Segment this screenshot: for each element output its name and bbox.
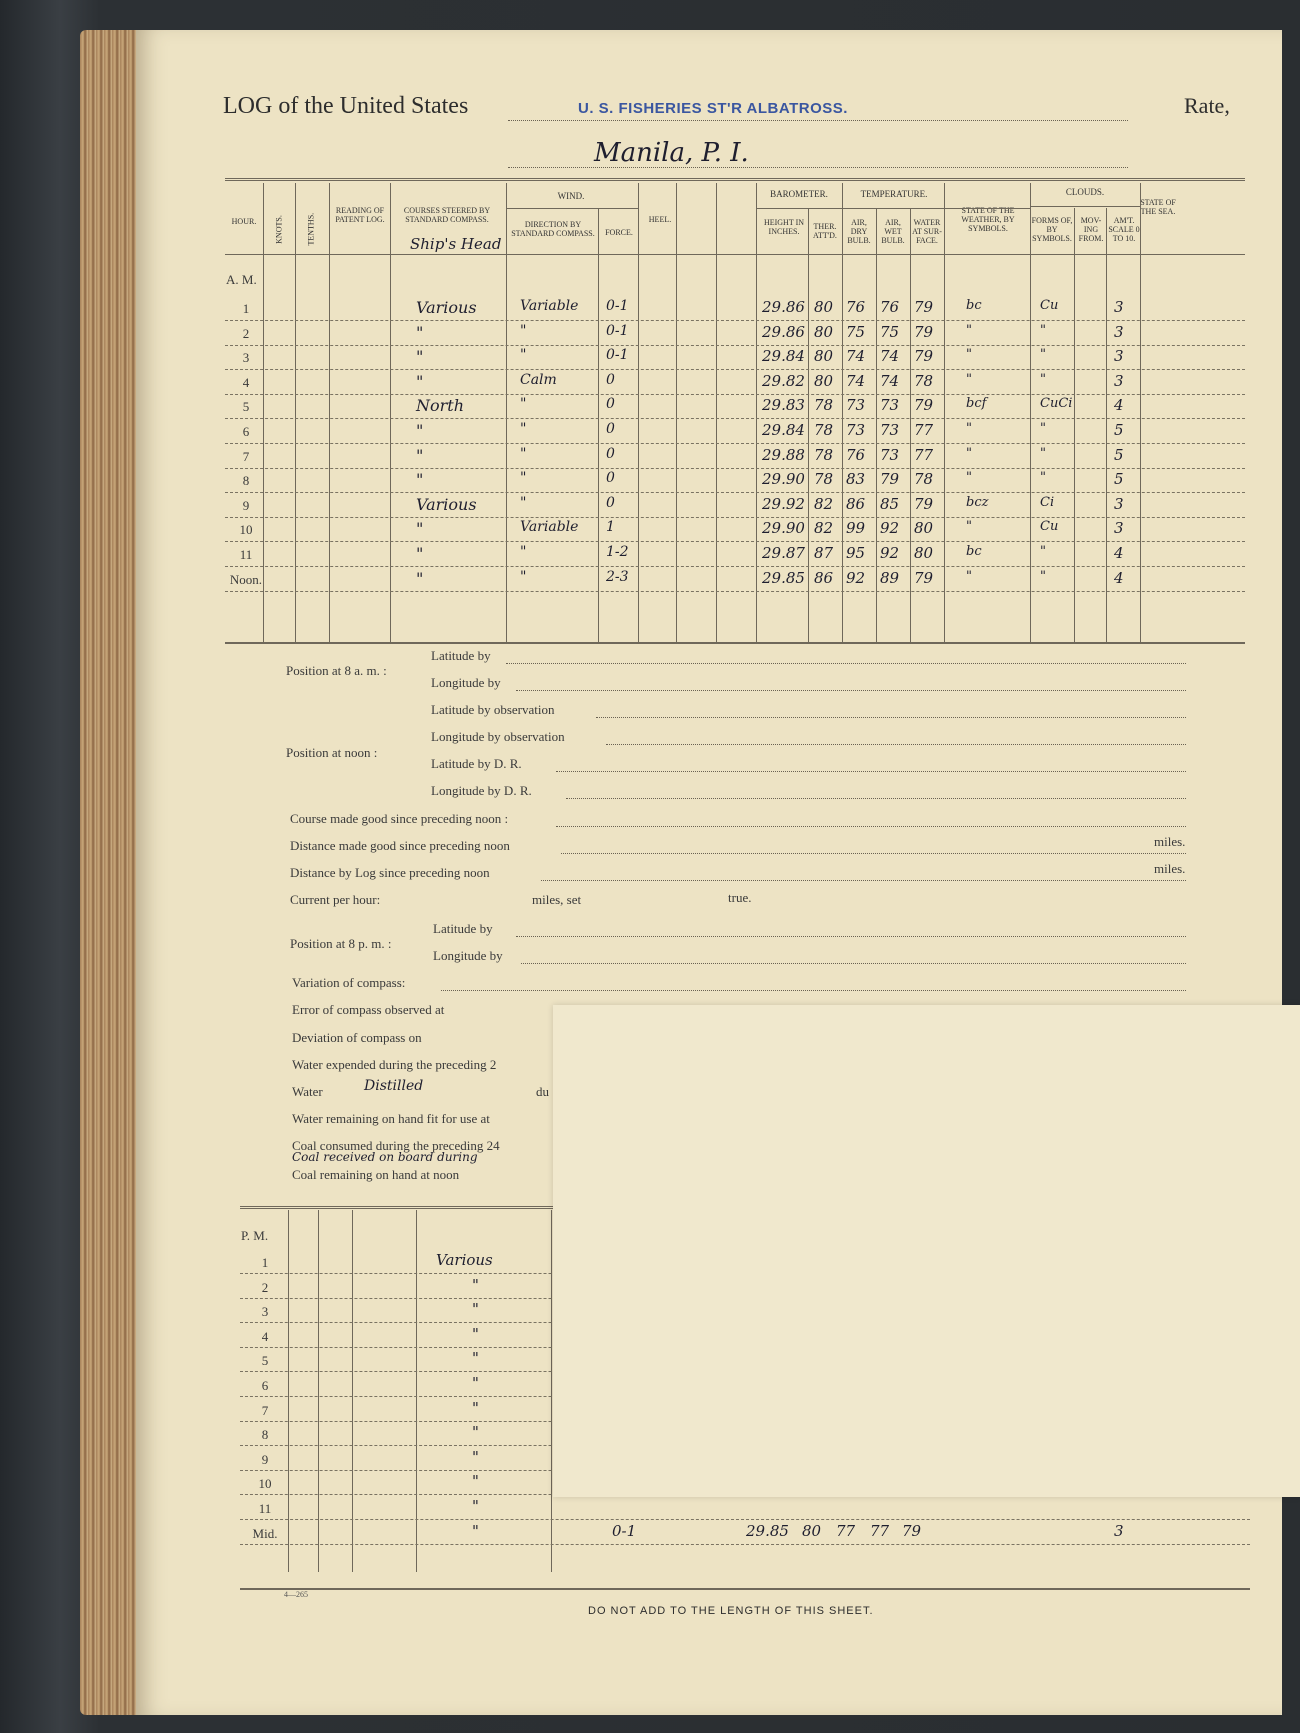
lat-obs-label: Latitude by observation	[431, 702, 555, 717]
am-cell-amt: 5	[1114, 470, 1124, 489]
col-rule	[1074, 208, 1075, 643]
am-cell-course: Various	[416, 494, 477, 514]
am-row-rule	[225, 517, 1245, 518]
am-cell-weather: bc	[966, 298, 982, 313]
wind-direction-header: DIRECTION BY STANDARD COMPASS.	[511, 220, 595, 238]
am-cell-dry: 95	[846, 544, 866, 562]
col-rule	[352, 1210, 353, 1572]
am-cell-weather: "	[966, 322, 972, 338]
pm-cell-hour: 7	[261, 1402, 269, 1418]
am-cell-course: North	[416, 396, 465, 416]
am-cell-hour: 8	[242, 473, 250, 489]
cloud-forms-header: FORMS OF, BY SYMBOLS.	[1031, 216, 1073, 243]
am-cell-dry: 76	[846, 445, 866, 464]
pm-row-rule	[240, 1544, 1250, 1545]
am-cell-hour: 2	[242, 325, 250, 341]
col-rule	[842, 183, 843, 643]
am-cell-course: "	[416, 519, 424, 539]
mid-cell-water: 79	[902, 1521, 922, 1540]
am-cell-cloud: "	[1040, 568, 1046, 584]
pm-cell-hour: 3	[261, 1304, 269, 1320]
am-cell-baro: 29.88	[762, 445, 805, 464]
am-cell-cloud: Ci	[1040, 494, 1055, 510]
col-rule	[506, 183, 507, 643]
leader	[441, 990, 1186, 991]
am-cell-water: 79	[914, 298, 934, 316]
footer-notice: DO NOT ADD TO THE LENGTH OF THIS SHEET.	[588, 1605, 874, 1617]
col-rule	[876, 208, 877, 643]
coal-handwritten: Coal received on board during	[292, 1150, 478, 1164]
leader	[561, 853, 1186, 854]
mid-cell-baro: 29.85	[746, 1521, 789, 1540]
leader	[516, 936, 1186, 937]
leader	[606, 744, 1186, 745]
am-cell-ther: 86	[814, 568, 834, 587]
am-cell-weather: "	[966, 519, 972, 535]
am-cell-course: "	[416, 421, 424, 440]
header-bottom-rule	[225, 254, 1245, 255]
am-cell-amt: 4	[1114, 544, 1124, 562]
col-rule	[598, 208, 599, 643]
am-cell-force: 0	[606, 371, 615, 388]
am-cell-amt: 3	[1114, 298, 1124, 316]
am-cell-cloud: "	[1040, 347, 1046, 363]
clouds-header: CLOUDS.	[1065, 187, 1105, 197]
pm-cell-hour: 5	[261, 1353, 269, 1369]
col-rule	[551, 1210, 552, 1572]
am-cell-hour: 10	[239, 522, 253, 538]
variation-label: Variation of compass:	[292, 975, 406, 990]
am-cell-wind: Variable	[520, 298, 579, 314]
water-header: WATER AT SUR-FACE.	[912, 218, 942, 245]
baro-ther-header: THER. ATT'D.	[813, 222, 837, 240]
am-cell-wet: 89	[880, 568, 900, 587]
pm-cell-hour: 2	[261, 1279, 269, 1295]
am-cell-wind: Calm	[520, 371, 557, 388]
am-cell-wind: "	[520, 421, 527, 437]
position-noon-label: Position at noon :	[286, 745, 378, 760]
am-cell-course: "	[416, 322, 424, 342]
pm-cell-hour: 11	[258, 1501, 272, 1516]
am-cell-hour: 3	[242, 350, 250, 366]
am-cell-force: 0	[606, 396, 615, 413]
am-cell-weather: "	[966, 347, 972, 363]
am-cell-weather: bc	[966, 544, 982, 559]
am-cell-wind: "	[520, 445, 527, 462]
col-rule	[390, 183, 391, 643]
am-cell-ther: 80	[814, 298, 834, 316]
pm-cell-course: "	[472, 1521, 479, 1540]
barometer-header: BAROMETER.	[770, 189, 828, 199]
weather-header: STATE OF THE WEATHER, BY SYMBOLS.	[961, 206, 1015, 233]
lat-by-label: Latitude by	[431, 648, 491, 663]
am-cell-wet: 74	[880, 371, 900, 390]
col-rule	[756, 183, 757, 643]
cloud-moving-header: MOV-ING FROM.	[1078, 216, 1104, 243]
am-cell-force: 2-3	[606, 568, 629, 585]
am-cell-course: "	[416, 568, 424, 588]
pm-cell-course: "	[472, 1324, 479, 1343]
col-rule	[1140, 183, 1141, 643]
clouds-sub-rule	[1030, 206, 1140, 207]
pm-label: P. M.	[241, 1228, 269, 1243]
am-cell-wind: "	[520, 470, 527, 487]
am-cell-baro: 29.85	[762, 568, 805, 587]
am-cell-dry: 92	[846, 568, 866, 587]
vessel-name: U. S. FISHERIES ST'R ALBATROSS.	[578, 100, 848, 117]
pm-cell-course: "	[472, 1497, 479, 1515]
pm-cell-hour: Mid.	[252, 1525, 278, 1541]
am-cell-baro: 29.92	[762, 494, 805, 513]
pm-cell-hour: 8	[261, 1427, 269, 1443]
leader	[556, 771, 1186, 772]
am-row-rule	[225, 591, 1245, 592]
lat-dr-label: Latitude by D. R.	[431, 756, 522, 771]
am-cell-cloud: "	[1040, 421, 1046, 436]
am-cell-force: 1	[606, 519, 615, 536]
pm-cell-hour: 10	[258, 1476, 272, 1492]
col-rule	[910, 208, 911, 643]
am-cell-weather: bcz	[966, 494, 989, 510]
heel-header: HEEL.	[648, 215, 672, 224]
courses-header: COURSES STEERED BY STANDARD COMPASS.	[403, 206, 491, 224]
pm-cell-course: "	[472, 1447, 479, 1466]
am-cell-ther: 80	[814, 322, 834, 341]
leader	[506, 663, 1186, 664]
am-cell-dry: 74	[846, 371, 866, 390]
lon-dr-label: Longitude by D. R.	[431, 783, 532, 798]
water-rem-label: Water remaining on hand fit for use at	[292, 1111, 490, 1126]
am-cell-cloud: "	[1040, 445, 1046, 461]
deviation-label: Deviation of compass on	[292, 1030, 422, 1045]
am-cell-weather: "	[966, 421, 972, 436]
am-cell-water: 80	[914, 519, 934, 538]
leader	[566, 798, 1186, 799]
am-cell-wet: 92	[880, 519, 900, 538]
am-row-rule	[225, 394, 1245, 395]
am-cell-wind: "	[520, 568, 527, 585]
miles-set-label: miles, set	[532, 892, 582, 907]
am-cell-force: 0	[606, 494, 615, 511]
pm-cell-course: "	[472, 1349, 479, 1368]
coal-rem-label: Coal remaining on hand at noon	[292, 1167, 460, 1182]
position-8pm-label: Position at 8 p. m. :	[290, 936, 392, 951]
am-cell-wind: "	[520, 347, 527, 364]
am-row-rule	[225, 492, 1245, 493]
col-rule	[318, 1210, 319, 1572]
col-rule	[295, 183, 296, 643]
lon-by-8pm-label: Longitude by	[433, 948, 503, 963]
wind-sub-rule	[506, 208, 638, 209]
pm-cell-course: "	[472, 1398, 479, 1417]
am-cell-cloud: CuCi	[1040, 396, 1073, 412]
am-cell-cloud: "	[1040, 371, 1046, 387]
am-cell-amt: 3	[1114, 347, 1124, 366]
leader	[596, 717, 1186, 718]
am-cell-baro: 29.90	[762, 519, 805, 538]
am-cell-wind: "	[520, 396, 527, 413]
am-cell-water: 79	[914, 347, 934, 366]
pm-cell-course: "	[472, 1275, 479, 1294]
am-cell-water: 79	[914, 494, 934, 513]
course-good-label: Course made good since preceding noon :	[290, 811, 509, 826]
am-cell-amt: 4	[1114, 568, 1124, 587]
lon-by-label: Longitude by	[431, 675, 501, 690]
am-cell-wind: "	[520, 544, 527, 560]
baro-sub-rule	[756, 208, 1030, 209]
am-cell-baro: 29.87	[762, 544, 805, 562]
pm-cell-hour: 9	[261, 1451, 269, 1467]
am-cell-water: 77	[914, 421, 934, 439]
knots-header: KNOTS.	[274, 215, 284, 244]
col-rule	[1106, 208, 1107, 643]
leader	[516, 690, 1186, 691]
am-cell-weather: "	[966, 568, 972, 584]
am-cell-amt: 3	[1114, 519, 1124, 538]
am-row-rule	[225, 369, 1245, 370]
am-cell-wet: 75	[880, 322, 900, 341]
location-line	[508, 167, 1128, 168]
cloud-amt-header: AM'T. SCALE 0 TO 10.	[1108, 216, 1140, 243]
coal-cons-label: Coal consumed during the preceding 24	[292, 1138, 500, 1153]
am-cell-dry: 73	[846, 421, 866, 439]
position-8am-label: Position at 8 a. m. :	[286, 663, 387, 678]
pm-cell-course: "	[472, 1472, 479, 1491]
am-cell-hour: 6	[242, 424, 250, 439]
am-cell-wind: Variable	[520, 519, 579, 536]
rate-label: Rate,	[1184, 93, 1230, 118]
am-cell-water: 78	[914, 371, 934, 390]
am-cell-force: 1-2	[606, 544, 629, 560]
miles-label-1: miles.	[1154, 834, 1186, 849]
wind-header: WIND.	[557, 191, 585, 201]
am-cell-wind: "	[520, 494, 527, 511]
am-cell-amt: 3	[1114, 494, 1124, 513]
temperature-header: TEMPERATURE.	[860, 189, 928, 199]
am-cell-baro: 29.84	[762, 421, 805, 439]
am-cell-baro: 29.86	[762, 322, 805, 341]
pm-cell-hour: 1	[261, 1255, 269, 1270]
am-cell-hour: 7	[242, 448, 250, 464]
courses-handwritten: Ship's Head	[410, 235, 502, 253]
miles-label-2: miles.	[1154, 861, 1186, 876]
log-title: LOG of the United States	[223, 93, 469, 119]
am-cell-force: 0-1	[606, 298, 629, 314]
am-cell-weather: bcf	[966, 396, 987, 412]
mid-cell-wet: 77	[870, 1521, 890, 1540]
am-cell-force: 0	[606, 470, 615, 487]
am-cell-ther: 87	[814, 544, 834, 562]
am-cell-water: 78	[914, 470, 934, 489]
mid-cell-force: 0-1	[612, 1521, 637, 1540]
col-rule	[1030, 183, 1031, 643]
col-rule	[676, 183, 677, 643]
pm-row-rule	[240, 1519, 1250, 1520]
am-cell-hour: 5	[242, 399, 250, 415]
am-row-rule	[225, 566, 1245, 567]
am-cell-force: 0-1	[606, 322, 629, 339]
am-cell-wet: 79	[880, 470, 900, 489]
am-cell-ther: 82	[814, 519, 834, 538]
am-cell-wet: 76	[880, 298, 900, 316]
am-cell-water: 79	[914, 396, 934, 415]
am-cell-wind: "	[520, 322, 527, 339]
am-cell-dry: 83	[846, 470, 866, 489]
am-cell-wet: 73	[880, 421, 900, 439]
dist-good-label: Distance made good since preceding noon	[290, 838, 510, 853]
am-cell-cloud: Cu	[1040, 298, 1059, 313]
lat-by-8pm-label: Latitude by	[433, 921, 493, 936]
col-rule	[638, 183, 639, 643]
table-top-rule	[225, 178, 1245, 181]
am-row-rule	[225, 468, 1245, 469]
form-number: 4—265	[284, 1590, 308, 1599]
am-row-rule	[225, 418, 1245, 419]
am-cell-baro: 29.90	[762, 470, 805, 489]
hour-header: HOUR.	[231, 217, 257, 226]
error-label: Error of compass observed at	[292, 1002, 445, 1017]
am-cell-ther: 78	[814, 396, 834, 415]
am-cell-force: 0	[606, 445, 615, 462]
location-handwritten: Manila, P. I.	[594, 138, 749, 168]
col-rule	[416, 1210, 417, 1572]
am-cell-ther: 80	[814, 347, 834, 366]
water-handwritten: Distilled	[364, 1078, 424, 1094]
pm-cell-course: Various	[436, 1251, 493, 1269]
dist-log-label: Distance by Log since preceding noon	[290, 865, 490, 880]
am-cell-force: 0	[606, 421, 615, 437]
am-table-bottom	[225, 642, 1245, 644]
am-cell-baro: 29.82	[762, 371, 805, 390]
am-cell-course: "	[416, 544, 424, 563]
col-rule	[808, 208, 809, 643]
am-row-rule	[225, 541, 1245, 542]
am-cell-cloud: "	[1040, 322, 1046, 338]
pm-cell-hour: 6	[261, 1378, 269, 1393]
am-cell-hour: 11	[239, 547, 253, 562]
pm-cell-hour: 4	[261, 1328, 269, 1344]
vessel-line	[508, 120, 1128, 121]
wind-force-header: FORCE.	[605, 228, 633, 237]
am-cell-baro: 29.86	[762, 298, 805, 316]
pm-table-bottom	[240, 1588, 1250, 1590]
am-cell-hour: 4	[242, 374, 250, 390]
pm-cell-course: "	[472, 1423, 479, 1442]
am-cell-water: 79	[914, 322, 934, 341]
am-cell-course: "	[416, 470, 424, 490]
water-label: Water	[292, 1084, 323, 1099]
am-cell-amt: 5	[1114, 421, 1124, 439]
patent-log-header: READING OF PATENT LOG.	[335, 206, 385, 224]
am-cell-course: "	[416, 445, 424, 465]
am-cell-force: 0-1	[606, 347, 629, 364]
air-wet-header: AIR, WET BULB.	[881, 218, 905, 245]
true-label: true.	[728, 890, 752, 905]
am-cell-dry: 99	[846, 519, 866, 538]
am-cell-ther: 78	[814, 470, 834, 489]
am-cell-wet: 74	[880, 347, 900, 366]
am-cell-dry: 76	[846, 298, 866, 316]
am-row-rule	[225, 320, 1245, 321]
am-cell-weather: "	[966, 470, 972, 486]
lon-obs-label: Longitude by observation	[431, 729, 565, 744]
am-cell-wet: 85	[880, 494, 900, 513]
am-cell-hour: 9	[242, 497, 250, 513]
am-cell-wet: 92	[880, 544, 900, 562]
am-row-rule	[225, 345, 1245, 346]
col-rule	[716, 183, 717, 643]
am-cell-hour: Noon.	[229, 571, 263, 587]
am-cell-cloud: Cu	[1040, 519, 1059, 535]
mid-cell-ther: 80	[802, 1521, 822, 1540]
air-dry-header: AIR, DRY BULB.	[847, 218, 871, 245]
book-binding	[80, 30, 138, 1715]
am-cell-course: Various	[416, 298, 477, 317]
pm-cell-course: "	[472, 1300, 479, 1319]
am-cell-course: "	[416, 347, 424, 367]
water-du-label: du	[536, 1084, 549, 1099]
am-cell-dry: 86	[846, 494, 866, 513]
am-cell-wet: 73	[880, 396, 900, 415]
am-cell-amt: 3	[1114, 322, 1124, 341]
am-cell-water: 79	[914, 568, 934, 587]
mid-cell-amt: 3	[1114, 1521, 1124, 1540]
am-row-rule	[225, 443, 1245, 444]
tenths-header: TENTHS.	[306, 212, 316, 246]
baro-height-header: HEIGHT IN INCHES.	[763, 218, 805, 236]
am-cell-weather: "	[966, 371, 972, 387]
overlay-sheet	[553, 1005, 1300, 1497]
mid-cell-dry: 77	[836, 1521, 856, 1540]
am-cell-amt: 5	[1114, 445, 1124, 464]
am-cell-cloud: "	[1040, 544, 1046, 559]
am-cell-water: 80	[914, 544, 934, 562]
leader	[556, 826, 1186, 827]
am-cell-amt: 4	[1114, 396, 1124, 415]
leader	[541, 880, 1186, 881]
am-cell-baro: 29.83	[762, 396, 805, 415]
am-label: A. M.	[226, 272, 257, 287]
am-cell-ther: 82	[814, 494, 834, 513]
am-cell-baro: 29.84	[762, 347, 805, 366]
am-cell-ther: 80	[814, 371, 834, 390]
am-cell-cloud: "	[1040, 470, 1046, 486]
pm-cell-course: "	[472, 1374, 479, 1392]
am-cell-wet: 73	[880, 445, 900, 464]
am-cell-dry: 73	[846, 396, 866, 415]
water-exp-label: Water expended during the preceding 2	[292, 1057, 497, 1072]
am-cell-dry: 74	[846, 347, 866, 366]
col-rule	[329, 183, 330, 643]
am-cell-weather: "	[966, 445, 972, 461]
am-cell-hour: 1	[242, 301, 250, 316]
am-cell-water: 77	[914, 445, 934, 464]
am-cell-dry: 75	[846, 322, 866, 341]
sea-header: STATE OF THE SEA.	[1140, 198, 1176, 216]
current-label: Current per hour:	[290, 892, 381, 907]
leader	[521, 963, 1186, 964]
am-cell-ther: 78	[814, 421, 834, 439]
col-rule	[944, 183, 945, 643]
am-cell-course: "	[416, 371, 424, 391]
am-cell-amt: 3	[1114, 371, 1124, 390]
am-cell-ther: 78	[814, 445, 834, 464]
